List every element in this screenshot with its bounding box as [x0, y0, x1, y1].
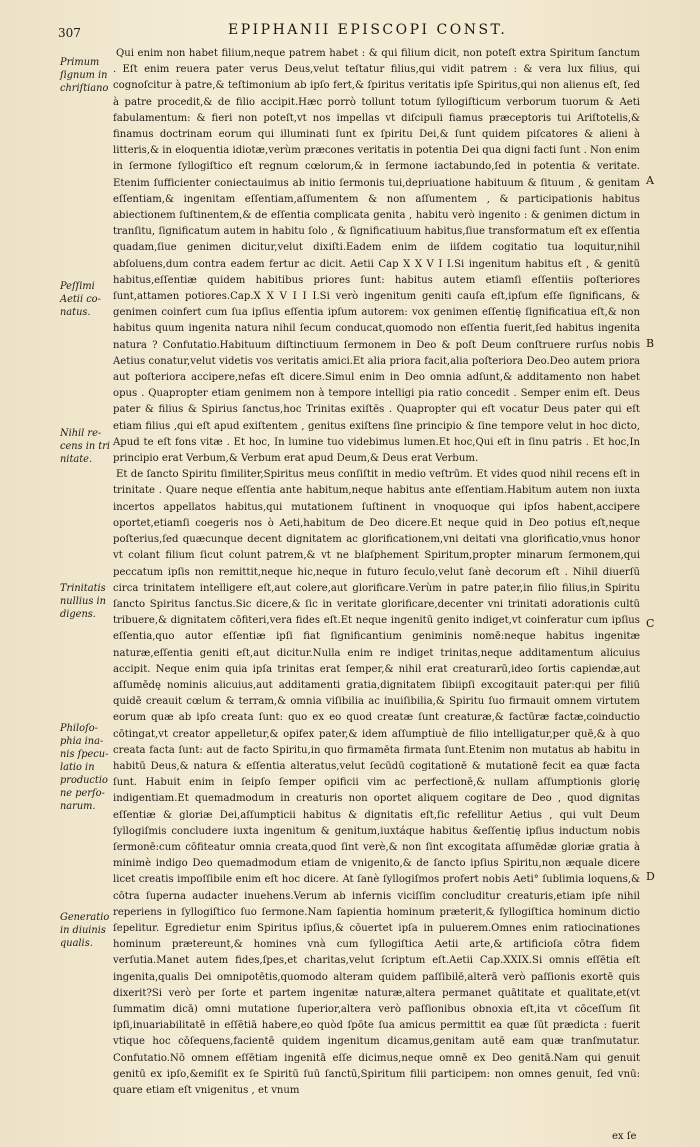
section-letter-b: B: [646, 337, 655, 350]
margin-note-trinitatis: Trinitatis nullius in digens.: [60, 583, 106, 620]
section-letter-c: C: [646, 617, 655, 630]
main-text-block: [113, 46, 640, 1099]
margin-note-generatio: Generatio in diuinis qualis.: [60, 912, 110, 949]
section-letter-a: A: [646, 174, 654, 187]
catchword: ex ſe: [612, 1131, 637, 1142]
body-paragraph: Qui enim non habet filium,neque patrem habet : & qui filium dicit, non poteſt extra Spiritum ſanctum . Eſt enim reuera pater verus Deus,velut teſtatur filius,qui vidit patrem : & vera lux filius, qui cognoſcitur à patre,& teſtimonium ab ipſo fert,& ſpiritus veritatis ipſe Spiritus,qui non alienus eſt, ſed à patre procedit,& de filio accipit.Hæc porrò tollunt totum ſyllogiſticum verborum tuorum & Aeti fabulamentum: & fieri non poteſt,vt nos impellas vt diſcipuli fiamus præceptoris tui Ariſtotelis,& finamus doctrinam eorum qui illuminati ſunt ex ſpiritu Dei,& ſunt quidem piſcatores & alieni à litteris,& in eloquentia idiotæ,verùm præcones veritatis in potentia Dei qua digni facti ſunt . Non enim in ſermone ſyllogiſtico eſt regnum cœlorum,& in ſermone iactabundo,ſed in potentia & veritate. Etenim ſufficienter coniectauimus ab initio ſermonis tui,depriuatione habituum & ſituum , & genitam eſſentiam,& ingenitam eſſentiam,aſſumentem & non aſſumentem , & participationis habitus abiectionem ſuſtinentem,& de eſſentia complicata genita , habitu verò ingenito : & genimen dictum in tranſitu, ſignificatum autem in habitu ſolo , & ſignificatiuum habitus,ſiue transformatum eſt ex eſſentia quadam,ſiue genimen dicitur,velut dixiſti.Eadem enim de iiſdem cogitatio tua loquitur,nihil abſoluens,dum contra eadem fertur ac dicit. Aetii Cap X X V I I.Si ingenitum habitus eſt , & genitū habitus,eſſentiæ quidem habitibus priores ſunt: habitus autem etiamſi eſſentiis poſteriores ſunt,attamen potiores.Cap.X X V I I I.Si verò ingenitum geniti cauſa eſt,ipſum eſſe ſignificans, & genimen coinfert cum ſua ipſius eſſentia ipſum autorem: vox genimen eſſentię ſignificatiua eſt,& non habitus quum ingenita natura nihil ſecum conducat,quomodo non eſſentia fuerit,ſed habitus ingenita natura ? Confutatio.Habituum diſtinctiuum ſermonem in Deo & poſt Deum conſtruere rurſus nobis Aetius conatur,velut videtis vos veritatis amici.Et alia priora facit,alia poſteriora Deo.Deo autem priora aut poſteriora accipere,nefas eſt dicere.Simul enim in Deo omnia adſunt,& additamento non habet opus . Quapropter etiam genimem non à tempore intelligi pia ratio concedit . Semper enim eſt. Deus pater & filius & Spirius ſanctus,hoc Trinitas exiſtēs . Quapropter qui eſt vocatur Deus pater qui eſt etiam filius ,qui eſt apud exiſtentem , genitus exiſtens ſine principio & ſine tempore velut in hoc dicto, Apud te eſt fons vitæ . Et hoc, In lumine tuo videbimus lumen.Et hoc,Qui eſt in ſinu patris . Et hoc,In principio erat Verbum,& Verbum erat apud Deum,& Deus erat Verbum.: [113, 48, 640, 465]
page-number: 307: [58, 26, 81, 40]
margin-note-philosophia: Philoſo- phia ina- nis ſpecu- latio in productio ne perſo- narum.: [60, 723, 109, 812]
body-paragraph: Et de ſancto Spiritu ſimiliter,Spiritus meus conſiſtit in medio veſtrūm. Et vides quod nihil recens eſt in trinitate . Quare neque eſſentia ante habitum,neque habitus ante eſſentiam.Habitum autem non iuxta incertos appellatos habitus,qui mutationem ſuſtinent in vnoquoque qui ipſos habent,accipere oportet,etiamſi coegeris nos ò Aeti,habitum de Deo dicere.Et neque quid in Deo potius eſt,neque poſterius,ſed quæcunque decent dignitatem ac glorificationem,vni deitati vna glorificatio,vnus honor vt colant filium ſicut colunt patrem,& vt ne blaſphement Spiritum,propter minarum ſermonem,qui peccatum ipſis non remittit,neque hic,neque in futuro ſeculo,velut ſanè decorum eſt . Nihil diuerſū circa trinitatem intelligere eſt,aut colere,aut glorificare.Verùm in patre pater,in filio filius,in Spiritu ſancto Spiritus ſanctus.Sic dicere,& ſic in veritate glorificare,decenter vni trinitati adorationis cultū tribuere,& dignitatem cōfiteri,vera fides eſt.Et neque ingenitū genito indiget,vt coinferatur cum ipſius eſſentia,quo autor eſſentiæ ipſi fiat ſignificantium geniminis nomē:neque habitus ingenitæ naturæ,eſſentia geniti eſt,aut dicitur.Nulla enim re indiget trinitas,neque additamentum alicuius accipit. Neque enim quia ipſa trinitas erat ſemper,& nihil erat creaturarū,ideo ſortis capiendæ,aut aſſumēdę nominis alicuius,aut additamenti gratia,dignitatem ſibiipſi excogitauit pater:qui per filiū quidē creauit cœlum & terram,& omnia viſibilia ac inuiſibilia,& Spiritu ſuo firmauit omnem virtutem eorum quæ ab ipſo creata ſunt: quo ex eo quod creatæ ſunt creaturæ,& factūræ factæ,coinductio cōtingat,vt creator appelletur,& opifex pater,& idem aſſumptiuè de filio intelligatur,per quē,& à quo creata facta ſunt: aut de facto Spiritu,in quo firmamēta firmata ſunt.Etenim non mutatus ab habitu in habitū Deus,& natura & eſſentia alteratus,velut ſecūdū cogitationē & mutationē fecit ea quæ facta ſunt. Habuit enim in ſeipſo ſemper opificii vim ac perfectionē,& nullam aſſumptionis glorię indigentiam.Et quemadmodum in creaturis non oportet aliquem cogitare de Deo , quod dignitas eſſentiæ & gloriæ Dei,aſſumpticii habitus & dignitatis eſt,ſic refellitur Aetius , qui vult Deum ſyllogiſmis concludere iuxta ingenitum & genitum,iuxtáque habitus &eſſentię ipſius inductum nobis ſermonē:cum cōfiteatur omnia creata,quod ſint verè,& non ſint excogitata aſſumēdæ gloriæ gratia à minimè indigo Deo quemadmodum etiam de vnigenito,& de ſancto ipſius Spiritu,non æquale dicere licet creatis impoſſibile enim eſt hoc dicere. At ſanè ſyllogiſmos profert nobis Aeti° ſublimia loquens,& cōtra ſuperna audacter inuehens.Verum ab infernis viciſſim concluditur creaturis,etiam ipſe nihil reperiens in ſyllogiſtico ſuo ſermone.Nam ſapientia hominum præterit,& ſyllogiſtica hominum dictio ſepelitur. Egredietur enim Spiritus ipſius,& cōuertet ipſa in puluerem.Omnes enim ratiocinationes hominum prætereunt,& homines vnà cum ſyllogiſtica Aetii arte,& artificioſa cōtra fidem verſutia.Manet autem fides,ſpes,et charitas,velut ſcriptum eſt.Aetii Cap.XXIX.Si omnis eſſētia eſt ingenita,qualis Dei omnipotētis,quomodo alteram quidem paſſibilē,alterā verò paſſionis exortē quis dixerit?Si verò per ſorte et partem ingenitæ naturæ,altera permanet quātitate et qualitate,et(vt ſummatim dicā) omni mutatione ſuperior,altera verò paſſionibus obnoxia eſt,ita vt cōceſſum ſit ipſi,inuariabilitatē in eſſētiā habere,eo quòd ſpōte ſua amicus permittit ea quæ ſūt prædicta : fuerit vtique hoc cōſequens,facientē quidem ingenitum dicamus,genitam autē eam quæ tranſmutatur. Confutatio.Nō omnem eſſētiam ingenitā eſſe dicimus,neque omnē ex Deo genitā.Nam qui genuit genitū ex ipſo,&emiſit ex ſe Spiritū ſuū ſanctū,Spiritum filii participem: non omnes genuit, ſed vnū: quare etiam eſt vnigenitus , et vnum: [113, 469, 640, 1096]
margin-note-primum: Primum ſignum in chriſtiano: [60, 57, 109, 94]
section-letter-d: D: [646, 870, 655, 883]
running-head: EPIPHANII EPISCOPI CONST.: [228, 22, 508, 38]
margin-note-nihil: Nihil re- cens in tri nitate.: [60, 428, 111, 465]
margin-note-pessimi: Peſſimi Aetii co- natus.: [60, 281, 101, 318]
